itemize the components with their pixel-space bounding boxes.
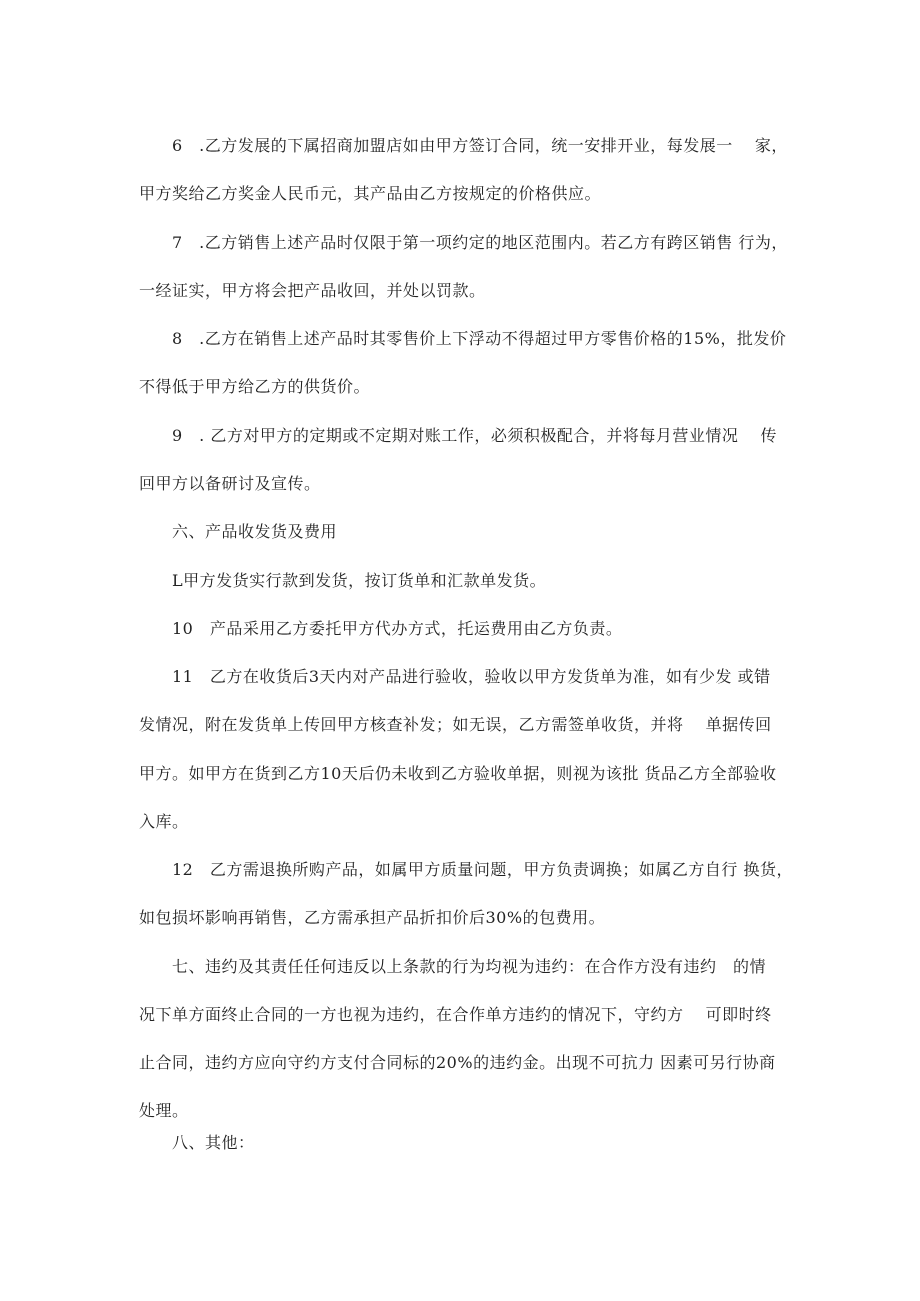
clause-10: 10 产品采用乙方委托甲方代办方式，托运费用由乙方负责。 [172,619,623,638]
section-6-heading: 六、产品收发货及费用 [172,522,338,541]
clause-8-line-1: 8 .乙方在销售上述产品时其零售价上下浮动不得超过甲方零售价格的15%，批发价 [172,329,787,348]
clause-12-line-2: 如包损坏影响再销售，乙方需承担产品折扣价后30%的包费用。 [139,908,606,927]
shipping-clause-1: L甲方发货实行款到发货，按订货单和汇款单发货。 [172,571,547,590]
clause-11-line-3: 甲方。如甲方在货到乙方10天后仍未收到乙方验收单据，则视为该批 货品乙方全部验收 [139,764,777,783]
clause-9-line-2: 回甲方以备研讨及宣传。 [139,474,321,493]
clause-6-line-1: 6 .乙方发展的下属招商加盟店如由甲方签订合同，统一安排开业，每发展一 家， [172,136,788,155]
clause-7-line-2: 一经证实，甲方将会把产品收回，并处以罚款。 [139,281,486,300]
clause-11-line-4: 入库。 [139,812,189,831]
clause-9-line-1: 9 . 乙方对甲方的定期或不定期对账工作，必须积极配合，并将每月营业情况 传 [172,426,777,445]
section-8-heading: 八、其他： [172,1133,255,1152]
section-7-line-3: 止合同，违约方应向守约方支付合同标的20%的违约金。出现不可抗力 因素可另行协商 [139,1053,776,1072]
clause-11-line-1: 11 乙方在收货后3天内对产品进行验收，验收以甲方发货单为准，如有少发 或错 [172,667,771,686]
section-7-line-4: 处理。 [139,1101,189,1120]
clause-12-line-1: 12 乙方需退换所购产品，如属甲方质量问题，甲方负责调换；如属乙方自行 换货， [172,860,793,879]
section-7-line-2: 况下单方面终止合同的一方也视为违约，在合作单方违约的情况下，守约方 可即时终 [139,1005,772,1024]
clause-11-line-2: 发情况，附在发货单上传回甲方核查补发；如无误，乙方需签单收货，并将 单据传回 [139,715,772,734]
clause-7-line-1: 7 .乙方销售上述产品时仅限于第一项约定的地区范围内。若乙方有跨区销售 行为， [172,233,788,252]
clause-8-line-2: 不得低于甲方给乙方的供货价。 [139,377,371,396]
clause-6-line-2: 甲方奖给乙方奖金人民币元，其产品由乙方按规定的价格供应。 [139,184,602,203]
section-7-line-1: 七、违约及其责任任何违反以上条款的行为均视为违约：在合作方没有违约 的情 [172,957,767,976]
